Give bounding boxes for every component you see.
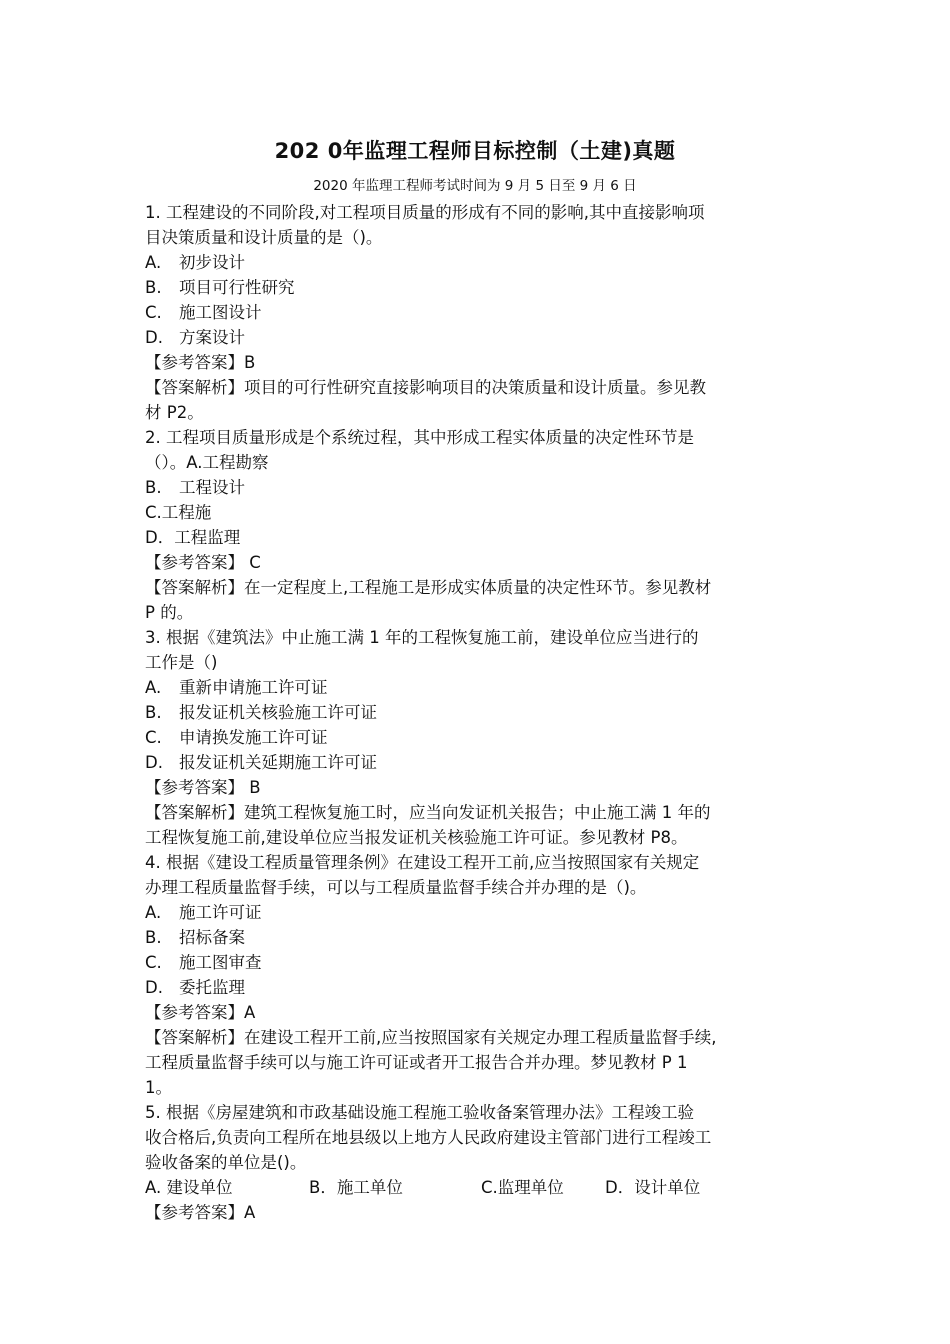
q4-option-c: [145, 950, 813, 975]
q2-option-d: D．工程监理: [145, 528, 241, 547]
document-title: 202 0年监理工程师目标控制（土建)真题: [274, 139, 676, 163]
q5-option-b: B．施工单位: [309, 1178, 403, 1197]
q3-answer: 【参考答案】 B: [145, 778, 261, 797]
q1-option-a: [145, 250, 813, 275]
q3-analysis-line2: 工程恢复施工前,建设单位应当报发证机关核验施工许可证。参见教材 P8。: [145, 828, 688, 847]
q1-analysis-line2: 材 P2。: [145, 403, 204, 422]
option-label: A.: [145, 678, 162, 697]
q5-option-c: C.监理单位: [481, 1178, 564, 1197]
option-label: A.: [145, 253, 162, 272]
option-label: D.: [145, 978, 163, 997]
option-text: 工程设计: [179, 478, 245, 497]
q3-option-b: [145, 700, 813, 725]
option-label: B.: [145, 703, 162, 722]
q5-line1: 5. 根据《房屋建筑和市政基础设施工程施工验收备案管理办法》工程竣工验: [145, 1103, 694, 1122]
q4-analysis-line2: 工程质量监督手续可以与施工许可证或者开工报告合并办理。梦见教材 P 1: [145, 1053, 688, 1072]
q4-line1: 4. 根据《建设工程质量管理条例》在建设工程开工前,应当按照国家有关规定: [145, 853, 700, 872]
option-label: D.: [145, 328, 163, 347]
option-text: 施工图设计: [179, 303, 262, 322]
q4-analysis-line1: 【答案解析】在建设工程开工前,应当按照国家有关规定办理工程质量监督手续,: [145, 1028, 717, 1047]
q1-analysis-line1: 【答案解析】项目的可行性研究直接影响项目的决策质量和设计质量。参见教: [145, 378, 706, 397]
q3-option-c: [145, 725, 813, 750]
q5-option-d: D．设计单位: [605, 1178, 701, 1197]
option-label: B.: [145, 478, 162, 497]
q4-analysis-line3: 1。: [145, 1078, 172, 1097]
q5-line2: 收合格后,负责向工程所在地县级以上地方人民政府建设主管部门进行工程竣工: [145, 1128, 712, 1147]
q3-line1: 3. 根据《建筑法》中止施工满 1 年的工程恢复施工前，建设单位应当进行的: [145, 628, 699, 647]
option-text: 方案设计: [179, 328, 245, 347]
q4-line2: 办理工程质量监督手续，可以与工程质量监督手续合并办理的是（)。: [145, 878, 647, 897]
q2-answer: 【参考答案】 C: [145, 553, 261, 572]
option-text: 重新申请施工许可证: [179, 678, 328, 697]
q1-answer: 【参考答案】B: [145, 353, 256, 372]
q3-line2: 工作是（): [145, 653, 218, 672]
option-text: 申请换发施工许可证: [179, 728, 328, 747]
q5-option-a: A. 建设单位: [145, 1178, 233, 1197]
option-label: A.: [145, 903, 162, 922]
q1-option-d: [145, 325, 813, 350]
q4-answer: 【参考答案】A: [145, 1003, 256, 1022]
option-label: C.: [145, 953, 162, 972]
option-label: D.: [145, 753, 163, 772]
q3-option-a: [145, 675, 813, 700]
option-label: C.: [145, 728, 162, 747]
q1-option-b: [145, 275, 813, 300]
q2-option-c: C.工程施: [145, 503, 212, 522]
q1-option-c: [145, 300, 813, 325]
document-body: [145, 200, 813, 1225]
q2-line2: （）。A.工程勘察: [145, 453, 269, 472]
q5-answer: 【参考答案】A: [145, 1203, 256, 1222]
option-text: 施工许可证: [179, 903, 262, 922]
option-label: C.: [145, 303, 162, 322]
q3-analysis-line1: 【答案解析】建筑工程恢复施工时，应当向发证机关报告；中止施工满 1 年的: [145, 803, 711, 822]
option-label: B.: [145, 278, 162, 297]
option-label: B.: [145, 928, 162, 947]
option-text: 委托监理: [179, 978, 245, 997]
option-text: 初步设计: [179, 253, 245, 272]
option-text: 报发证机关核验施工许可证: [179, 703, 377, 722]
q1-line2: 目决策质量和设计质量的是（)。: [145, 228, 383, 247]
q2-analysis-line2: P 的。: [145, 603, 194, 622]
q1-line1: 1. 工程建设的不同阶段,对工程项目质量的形成有不同的影响,其中直接影响项: [145, 203, 705, 222]
q4-option-a: [145, 900, 813, 925]
q3-option-d: [145, 750, 813, 775]
document-subtitle: 2020 年监理工程师考试时间为 9 月 5 日至 9 月 6 日: [313, 178, 637, 194]
option-text: 招标备案: [179, 928, 245, 947]
q4-option-d: [145, 975, 813, 1000]
q2-option-b: [145, 475, 813, 500]
option-text: 施工图审查: [179, 953, 262, 972]
q2-analysis-line1: 【答案解析】在一定程度上,工程施工是形成实体质量的决定性环节。参见教材: [145, 578, 712, 597]
q5-line3: 验收备案的单位是()。: [145, 1153, 307, 1172]
q5-options-row: [145, 1175, 813, 1200]
q2-line1: 2. 工程项目质量形成是个系统过程，其中形成工程实体质量的决定性环节是: [145, 428, 694, 447]
option-text: 报发证机关延期施工许可证: [179, 753, 377, 772]
q4-option-b: [145, 925, 813, 950]
option-text: 项目可行性研究: [179, 278, 295, 297]
